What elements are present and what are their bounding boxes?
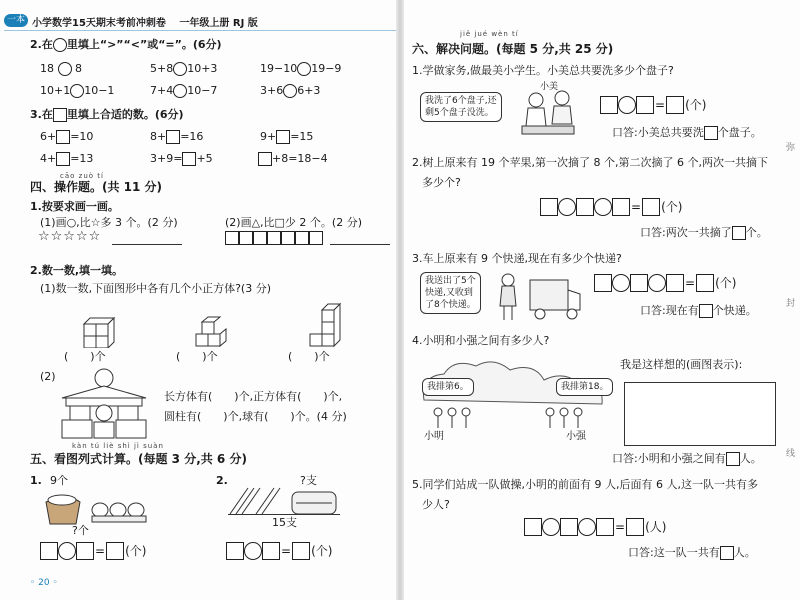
q52-unit: (个) <box>311 544 333 558</box>
s6-title: 六、解决问题。(每题 5 分,共 25 分) <box>412 42 614 56</box>
p4-name-xiaoming: 小明 <box>424 431 444 442</box>
p4-answer <box>612 452 762 466</box>
square-shape <box>225 231 239 245</box>
cube-figure-3 <box>306 300 346 348</box>
eq-box[interactable] <box>226 542 244 560</box>
eq-box[interactable] <box>560 518 578 536</box>
compare-circle[interactable] <box>297 62 311 76</box>
p3-answer <box>640 304 757 318</box>
eq-circle[interactable] <box>244 542 262 560</box>
p1-speech-bubble <box>420 92 502 122</box>
compare-circle[interactable] <box>173 84 187 98</box>
q3-r1d: =16 <box>180 130 204 143</box>
q3-row1-item2 <box>150 130 203 144</box>
q51-num: 1. <box>30 474 42 487</box>
eq-box[interactable] <box>666 96 684 114</box>
q51-unit: (个) <box>125 544 147 558</box>
seal-mark-3: 线 <box>786 449 796 459</box>
q42-count-1: ( )个 <box>64 350 106 363</box>
p5-equation: = (人) <box>524 518 667 536</box>
p1-bubble-line2: 剩5个盘子没洗。 <box>425 108 494 118</box>
queue-trees-figure <box>414 356 614 440</box>
eq-box[interactable] <box>636 96 654 114</box>
q2-title <box>30 38 222 52</box>
square-shape <box>309 231 323 245</box>
seal-mark-1: 弥 <box>786 143 796 153</box>
answer-box[interactable] <box>720 546 734 560</box>
q3-r2b: =13 <box>70 152 94 165</box>
eq-circle[interactable] <box>542 518 560 536</box>
p2-ans1: 口答:两次一共摘了 <box>640 226 732 239</box>
q2-row1-item2 <box>150 62 217 76</box>
q2-title-a: 2.在 <box>30 38 53 51</box>
q42-l2: 圆柱有( )个,球有( )个。(4 分) <box>164 410 347 423</box>
eq-box[interactable] <box>576 198 594 216</box>
p5-unit: (人) <box>645 520 667 534</box>
p1-ans1: 口答:小美总共要洗 <box>612 126 704 139</box>
q42-l1: 长方体有( )个,正方体有( )个, <box>164 390 343 403</box>
answer-box[interactable] <box>258 152 272 166</box>
seal-mark-2: 封 <box>786 299 796 309</box>
q3-title <box>30 108 184 122</box>
q42-title: 2.数一数,填一填。 <box>30 264 124 277</box>
eq-box[interactable] <box>600 96 618 114</box>
q41-squares <box>225 231 323 245</box>
q52-q: ?支 <box>300 474 317 487</box>
eq-box[interactable] <box>540 198 558 216</box>
q41-b: (2)画△,比□少 2 个。(2 分) <box>225 216 363 229</box>
p2-text2: 多少个? <box>422 176 461 189</box>
answer-box[interactable] <box>182 152 196 166</box>
q52-equation: = (个) <box>226 542 333 560</box>
compare-circle[interactable] <box>58 62 72 76</box>
q3-r1e: 9+ <box>260 130 277 143</box>
p1-text: 1.学做家务,做最美小学生。小美总共要洗多少个盘子? <box>412 64 674 77</box>
s4-title: 四、操作题。(共 11 分) <box>30 180 163 194</box>
p3-bubble-line2: 快递,又收到 <box>425 288 473 298</box>
compare-circle[interactable] <box>283 84 297 98</box>
p5-answer <box>628 546 756 560</box>
q51-top: 9个 <box>50 474 68 487</box>
q2-r2-b: 10−1 <box>84 84 115 97</box>
q2-r1-f: 19−9 <box>311 62 342 75</box>
header-title <box>32 14 258 29</box>
q3-r2c: 3+9= <box>150 152 183 165</box>
p3-text: 3.车上原来有 9 个快递,现在有多少个快递? <box>412 252 622 265</box>
p5-text1: 5.同学们站成一队做操,小明的前面有 9 人,后面有 6 人,这一队一共有多 <box>412 478 758 491</box>
header-badge: 一本 <box>4 14 28 27</box>
eq-box[interactable] <box>524 518 542 536</box>
book-gutter <box>396 0 404 600</box>
q3-r1a: 6+ <box>40 130 57 143</box>
p5-text2: 少人? <box>422 498 450 511</box>
eq-circle[interactable] <box>618 96 636 114</box>
p5-ans1: 口答:这一队一共有 <box>628 546 720 559</box>
q41-stars: ☆☆☆☆☆ <box>38 229 102 244</box>
eq-box[interactable] <box>642 198 660 216</box>
eq-circle[interactable] <box>578 518 596 536</box>
cube-figure-2 <box>192 316 236 348</box>
q2-row2-item3 <box>260 84 320 98</box>
p3-unit: (个) <box>715 276 737 290</box>
q3-r1f: =15 <box>290 130 314 143</box>
square-shape <box>295 231 309 245</box>
q52-brace <box>228 514 340 515</box>
q2-r2-c: 7+4 <box>150 84 174 97</box>
p4-name-xiaoqiang: 小强 <box>566 431 586 442</box>
eq-box[interactable] <box>612 198 630 216</box>
q42-count-2: ( )个 <box>176 350 218 363</box>
answer-box[interactable] <box>732 226 746 240</box>
p4-ans1: 口答:小明和小强之间有 <box>612 452 726 465</box>
compare-circle[interactable] <box>173 62 187 76</box>
q42-p2: (2) <box>40 370 56 383</box>
p4-bubble-xiaoming: 我排第6。 <box>422 378 474 396</box>
q3-r2d: +5 <box>196 152 213 165</box>
p3-ans1: 口答:现在有 <box>640 304 699 317</box>
s5-title: 五、看图列式计算。(每题 3 分,共 6 分) <box>30 452 247 466</box>
p1-ans2: 个盘子。 <box>717 126 762 139</box>
page-number-text: 20 <box>38 578 50 588</box>
answer-box[interactable] <box>276 130 290 144</box>
p4-text: 4.小明和小强之间有多少人? <box>412 334 550 347</box>
eq-box[interactable] <box>696 274 714 292</box>
p1-bubble-line1: 我洗了6个盘子,还 <box>425 96 497 106</box>
s4-pinyin: cāo zuò tí <box>60 172 104 180</box>
cube-figure-1 <box>80 312 120 348</box>
eq-circle[interactable] <box>58 542 76 560</box>
header-title-text: 小学数学15天期末考前冲刺卷 <box>32 18 166 29</box>
q42-a: (1)数一数,下面图形中各有几个小正方体?(3 分) <box>40 282 271 295</box>
p2-answer <box>640 226 768 240</box>
square-shape <box>281 231 295 245</box>
eq-box[interactable] <box>594 274 612 292</box>
q2-r2-a: 10+1 <box>40 84 71 97</box>
eq-box[interactable] <box>292 542 310 560</box>
p3-bubble-line3: 了8个快递。 <box>425 300 476 310</box>
q41-answer-line-2[interactable] <box>330 244 390 245</box>
q3-row2-item3 <box>258 152 328 166</box>
q2-r1-e: 19−10 <box>260 62 298 75</box>
p3-bubble-line1: 我送出了5个 <box>425 276 476 286</box>
q3-title-box <box>53 108 67 122</box>
answer-box[interactable] <box>56 130 70 144</box>
square-shape <box>253 231 267 245</box>
q2-row2-item2 <box>150 84 217 98</box>
eq-box[interactable] <box>596 518 614 536</box>
q3-r2a: 4+ <box>40 152 57 165</box>
p4-drawing-box[interactable] <box>624 382 776 446</box>
eq-circle[interactable] <box>594 198 612 216</box>
answer-box[interactable] <box>166 130 180 144</box>
q3-r2e: +8=18−4 <box>272 152 328 165</box>
p2-ans2: 个。 <box>745 226 768 239</box>
p5-ans2: 人。 <box>733 546 756 559</box>
p4-think: 我是这样想的(画图表示): <box>620 358 743 371</box>
q51-q: ?个 <box>72 524 89 537</box>
p3-ans2: 个快递。 <box>712 304 757 317</box>
q2-row1-item3 <box>260 62 341 76</box>
eq-circle[interactable] <box>612 274 630 292</box>
eq-circle[interactable] <box>558 198 576 216</box>
s5-pinyin: kàn tú liè shì jì suàn <box>72 442 164 450</box>
p3-equation: = (个) <box>594 274 737 292</box>
p2-text1: 2.树上原来有 19 个苹果,第一次摘了 8 个,第二次摘了 6 个,两次一共摘下 <box>412 156 768 169</box>
q3-r1b: =10 <box>70 130 94 143</box>
girls-washing-figure <box>518 90 578 136</box>
header-grade: 一年级上册 RJ 版 <box>179 18 258 29</box>
q52-num: 2. <box>216 474 228 487</box>
q2-title-b: 里填上“>”“<”或“=”。(6分) <box>66 38 222 51</box>
q41-a: (1)画○,比☆多 3 个。(2 分) <box>40 216 178 229</box>
p1-equation: = (个) <box>600 96 707 114</box>
answer-box[interactable] <box>704 126 718 140</box>
page-number: ◦ 20 ◦ <box>30 578 58 588</box>
q2-r2-d: 10−7 <box>187 84 218 97</box>
eq-box[interactable] <box>40 542 58 560</box>
p3-speech-bubble <box>420 272 481 314</box>
p2-unit: (个) <box>661 200 683 214</box>
q2-r2-e: 3+6 <box>260 84 284 97</box>
q3-row1-item1 <box>40 130 93 144</box>
q2-r1-d: 10+3 <box>187 62 218 75</box>
p1-answer <box>612 126 762 140</box>
q2-row1-item1 <box>40 62 82 76</box>
q2-r1-c: 5+8 <box>150 62 174 75</box>
courier-truck-figure <box>496 270 584 326</box>
square-shape <box>239 231 253 245</box>
q3-row2-item2 <box>150 152 213 166</box>
p4-ans2: 人。 <box>739 452 762 465</box>
q3-r1c: 8+ <box>150 130 167 143</box>
eq-box[interactable] <box>666 274 684 292</box>
eq-box[interactable] <box>262 542 280 560</box>
q3-row2-item1 <box>40 152 93 166</box>
eq-box[interactable] <box>630 274 648 292</box>
eq-circle[interactable] <box>648 274 666 292</box>
answer-box[interactable] <box>56 152 70 166</box>
q52-bottom: 15支 <box>272 516 297 529</box>
square-shape <box>267 231 281 245</box>
eq-box[interactable] <box>626 518 644 536</box>
header-rule <box>4 30 396 31</box>
q51-equation: = (个) <box>40 542 147 560</box>
q41-answer-line-1[interactable] <box>112 244 182 245</box>
s6-pinyin: jiě jué wèn tí <box>460 30 519 38</box>
q2-r2-f: 6+3 <box>297 84 321 97</box>
q2-r1-b: 8 <box>75 62 82 75</box>
answer-box[interactable] <box>699 304 713 318</box>
q3-title-b: 里填上合适的数。(6分) <box>66 108 184 121</box>
q3-title-a: 3.在 <box>30 108 53 121</box>
p1-unit: (个) <box>685 98 707 112</box>
eq-box[interactable] <box>76 542 94 560</box>
q2-r1-a: 18 <box>40 62 54 75</box>
p2-equation: = (个) <box>540 198 683 216</box>
q2-row2-item1 <box>40 84 114 98</box>
compare-circle[interactable] <box>70 84 84 98</box>
solids-building-figure <box>56 368 156 440</box>
answer-box[interactable] <box>726 452 740 466</box>
eq-box[interactable] <box>106 542 124 560</box>
p1-name: 小美 <box>540 82 559 92</box>
q3-row1-item3 <box>260 130 313 144</box>
bread-basket-figure <box>40 488 150 528</box>
p4-bubble-xiaoqiang: 我排第18。 <box>556 378 613 396</box>
q2-title-circle <box>53 38 67 52</box>
q42-count-3: ( )个 <box>288 350 330 363</box>
q41-title: 1.按要求画一画。 <box>30 200 119 213</box>
